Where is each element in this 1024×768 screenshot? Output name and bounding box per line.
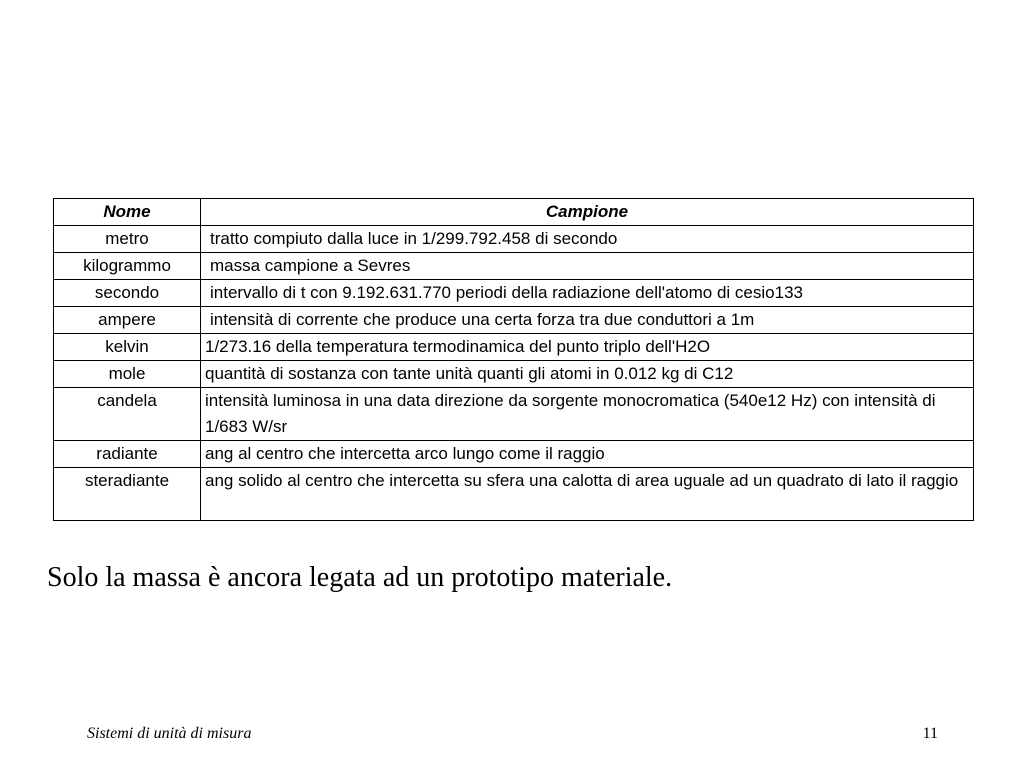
- table-row: [54, 468, 974, 521]
- table-row: [54, 441, 974, 468]
- unit-name: radiante: [54, 441, 201, 468]
- si-units-table: [53, 198, 974, 521]
- unit-sample: massa campione a Sevres: [201, 253, 974, 280]
- unit-name: metro: [54, 226, 201, 253]
- unit-sample: ang al centro che intercetta arco lungo come il raggio: [201, 441, 974, 468]
- header-name: Nome: [54, 199, 201, 226]
- unit-name: ampere: [54, 307, 201, 334]
- unit-sample: intensità di corrente che produce una certa forza tra due conduttori a 1m: [201, 307, 974, 334]
- unit-name: mole: [54, 361, 201, 388]
- unit-sample: ang solido al centro che intercetta su sfera una calotta di area uguale ad un quadrato di lato il raggio: [201, 468, 974, 521]
- header-sample: Campione: [201, 199, 974, 226]
- table-row: [54, 361, 974, 388]
- unit-name: steradiante: [54, 468, 201, 521]
- table-row: [54, 280, 974, 307]
- table-row: [54, 334, 974, 361]
- table-row: [54, 226, 974, 253]
- table-row: [54, 307, 974, 334]
- table-row: [54, 253, 974, 280]
- unit-sample: tratto compiuto dalla luce in 1/299.792.458 di secondo: [201, 226, 974, 253]
- unit-name: kelvin: [54, 334, 201, 361]
- table-header-row: [54, 199, 974, 226]
- slide-note: Solo la massa è ancora legata ad un prototipo materiale.: [47, 562, 673, 593]
- unit-name: candela: [54, 388, 201, 441]
- table-row: [54, 388, 974, 441]
- unit-name: secondo: [54, 280, 201, 307]
- unit-sample: quantità di sostanza con tante unità quanti gli atomi in 0.012 kg di C12: [201, 361, 974, 388]
- footer-title: Sistemi di unità di misura: [87, 725, 252, 742]
- unit-sample: intervallo di t con 9.192.631.770 periodi della radiazione dell'atomo di cesio133: [201, 280, 974, 307]
- unit-sample: intensità luminosa in una data direzione da sorgente monocromatica (540e12 Hz) con intensità di 1/683 W/sr: [201, 388, 974, 441]
- page-number: 11: [922, 725, 938, 742]
- unit-sample: 1/273.16 della temperatura termodinamica del punto triplo dell'H2O: [201, 334, 974, 361]
- unit-name: kilogrammo: [54, 253, 201, 280]
